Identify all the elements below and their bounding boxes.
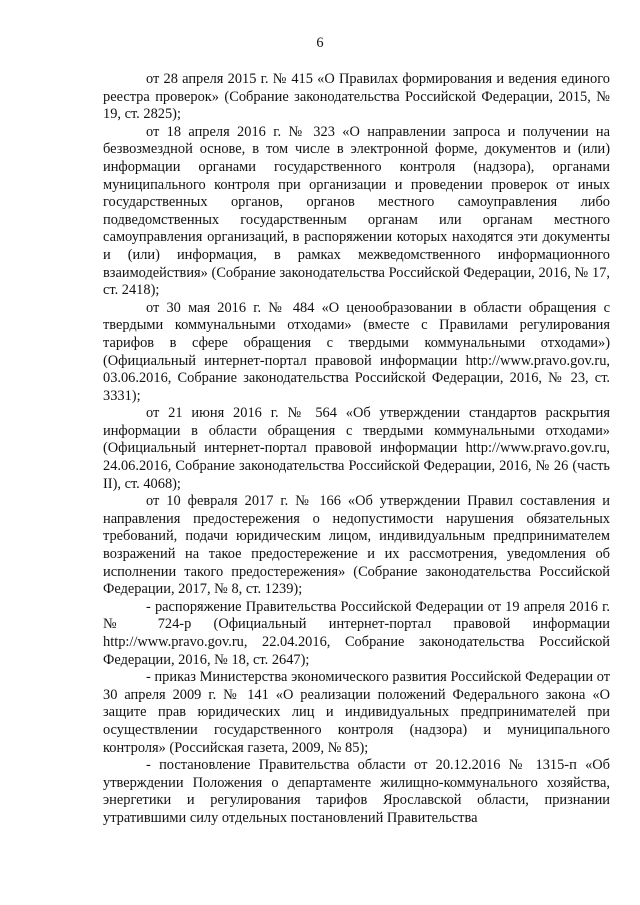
paragraph-decree-415: от 28 апреля 2015 г. № 415 «О Правилах формирования и ведения единого реестра проверок» (Собрание законодательства Российской Федерации, 2015, № 19, ст. 2825); bbox=[103, 71, 610, 123]
paragraph-decree-484: от 30 мая 2016 г. № 484 «О ценообразовании в области обращения с твердыми коммунальными отходами» (вместе с Правилами регулирования тарифов в сфере обращения с твердыми коммунальными отходами») (Официальный интернет-портал правовой информации http://www.pravo.gov.ru, 03.06.2016, Собрание законодательства Российской Федерации, 2016, № 23, ст. 3331); bbox=[103, 299, 610, 404]
document-body bbox=[103, 71, 610, 828]
paragraph-order-141: - приказ Министерства экономического развития Российской Федерации от 30 апреля 2009 г. № 141 «О реализации положений Федерального закона «О защите прав юридических лиц и индивидуальных предпринимателей при осуществлении государственного контроля (надзора) и муниципального контроля» (Российская газета, 2009, № 85); bbox=[103, 669, 610, 756]
paragraph-resolution-1315-p: - постановление Правительства области от 20.12.2016 № 1315-п «Об утверждении Положения о департаменте жилищно-коммунального хозяйства, энергетики и регулирования тарифов Ярославской области, признании утратившими силу отдельных постановлений Правительства bbox=[103, 757, 610, 826]
paragraph-order-724-r: - распоряжение Правительства Российской Федерации от 19 апреля 2016 г. № 724-р (Официальный интернет-портал правовой информации http://www.pravo.gov.ru, 22.04.2016, Собрание законодательства Российской Федерации, 2016, № 18, ст. 2647); bbox=[103, 598, 610, 668]
paragraph-decree-564: от 21 июня 2016 г. № 564 «Об утверждении стандартов раскрытия информации в области обращения с твердыми коммунальными отходами» (Официальный интернет-портал правовой информации http://www.pravo.gov.ru, 24.06.2016, Собрание законодательства Российской Федерации, 2016, № 26 (часть II), ст. 4068); bbox=[103, 405, 610, 492]
paragraph-decree-323: от 18 апреля 2016 г. № 323 «О направлении запроса и получении на безвозмездной основе, в том числе в электронной форме, документов и (или) информации органами государственного контроля (надзора), органами муниципального контроля при организации и проведении проверок от иных государственных органов, органов местного самоуправления либо подведомственных государственным органам или органам местного самоуправления организаций, в распоряжении которых находятся эти документы и (или) информация, в рамках межведомственного информационного взаимодействия» (Собрание законодательства Российской Федерации, 2016, № 17, ст. 2418); bbox=[103, 123, 610, 299]
page-number: 6 bbox=[316, 35, 324, 51]
paragraph-decree-166: от 10 февраля 2017 г. № 166 «Об утверждении Правил составления и направления предостережения о недопустимости нарушения обязательных требований, подачи юридическим лицом, индивидуальным предпринимателем возражений на такое предостережение и их рассмотрения, уведомления об исполнении такого предостережения» (Собрание законодательства Российской Федерации, 2017, № 8, ст. 1239); bbox=[103, 493, 610, 598]
